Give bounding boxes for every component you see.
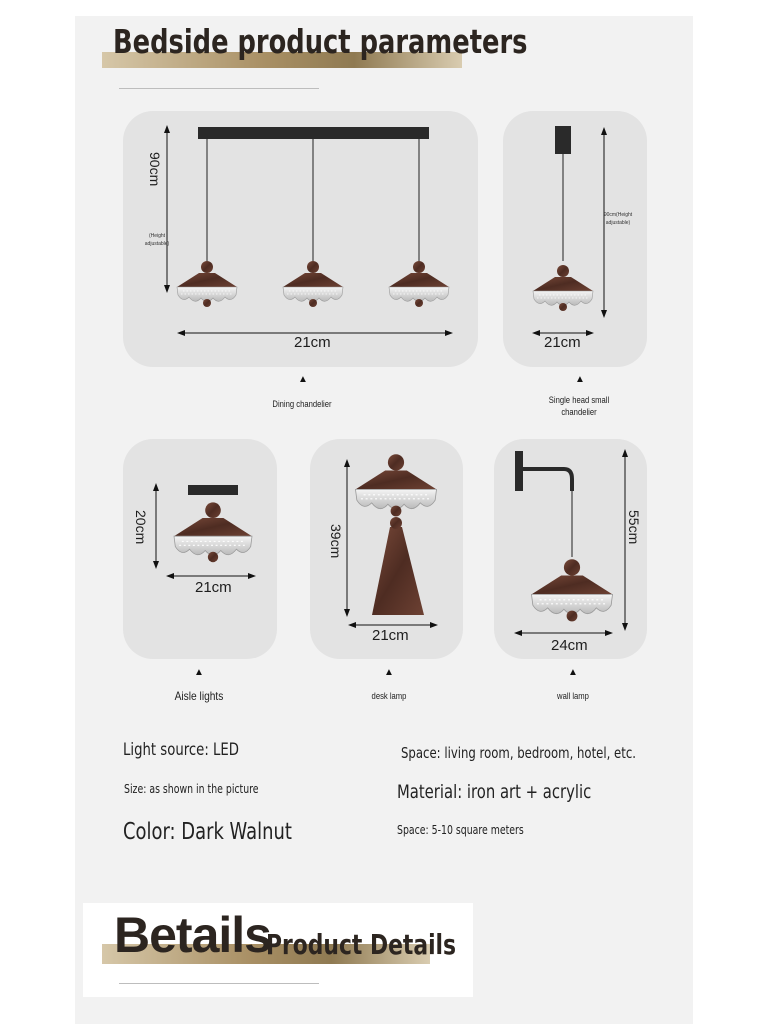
- aisle-caption: Aisle lights: [174, 689, 224, 703]
- desk-arrow-icon: ▲: [384, 667, 394, 678]
- spec-size: Size: as shown in the picture: [124, 782, 259, 796]
- details-big-title: Betails: [114, 907, 271, 963]
- details-rule: [119, 983, 319, 984]
- spec-space-use: Space: living room, bedroom, hotel, etc.: [401, 744, 637, 762]
- single-chandelier-illustration: [503, 111, 647, 367]
- dining-width-label: 21cm: [294, 334, 331, 351]
- details-small-title: Product Details: [266, 928, 457, 961]
- single-height-note: 90cm(Height adjustable): [603, 212, 633, 226]
- single-arrow-icon: ▲: [575, 374, 585, 385]
- single-caption: Single head small chandelier: [548, 395, 610, 417]
- dining-arrow-icon: ▲: [298, 374, 308, 385]
- wall-width-label: 24cm: [551, 637, 588, 654]
- spec-light-source: Light source: LED: [123, 740, 240, 760]
- spec-color: Color: Dark Walnut: [123, 819, 292, 845]
- wall-arrow-icon: ▲: [568, 667, 578, 678]
- spec-space-area: Space: 5-10 square meters: [397, 823, 524, 837]
- aisle-width-label: 21cm: [195, 579, 232, 596]
- wall-height-label: 55cm: [626, 510, 642, 545]
- dining-height-label: 90cm: [147, 152, 163, 187]
- header-rule: [119, 88, 319, 89]
- dining-chandelier-illustration: [123, 111, 478, 367]
- dining-height-note: (Height adjustable): [144, 233, 170, 247]
- aisle-arrow-icon: ▲: [194, 667, 204, 678]
- aisle-light-illustration: [123, 439, 277, 659]
- spec-material: Material: iron art + acrylic: [397, 781, 592, 803]
- desk-width-label: 21cm: [372, 627, 409, 644]
- aisle-height-label: 20cm: [133, 510, 149, 545]
- desk-caption: desk lamp: [371, 691, 407, 701]
- wall-caption: wall lamp: [557, 691, 589, 701]
- single-width-label: 21cm: [544, 334, 581, 351]
- page-title: Bedside product parameters: [113, 22, 528, 61]
- wall-lamp-illustration: [494, 439, 647, 659]
- desk-height-label: 39cm: [328, 524, 344, 559]
- dining-caption: Dining chandelier: [272, 399, 332, 409]
